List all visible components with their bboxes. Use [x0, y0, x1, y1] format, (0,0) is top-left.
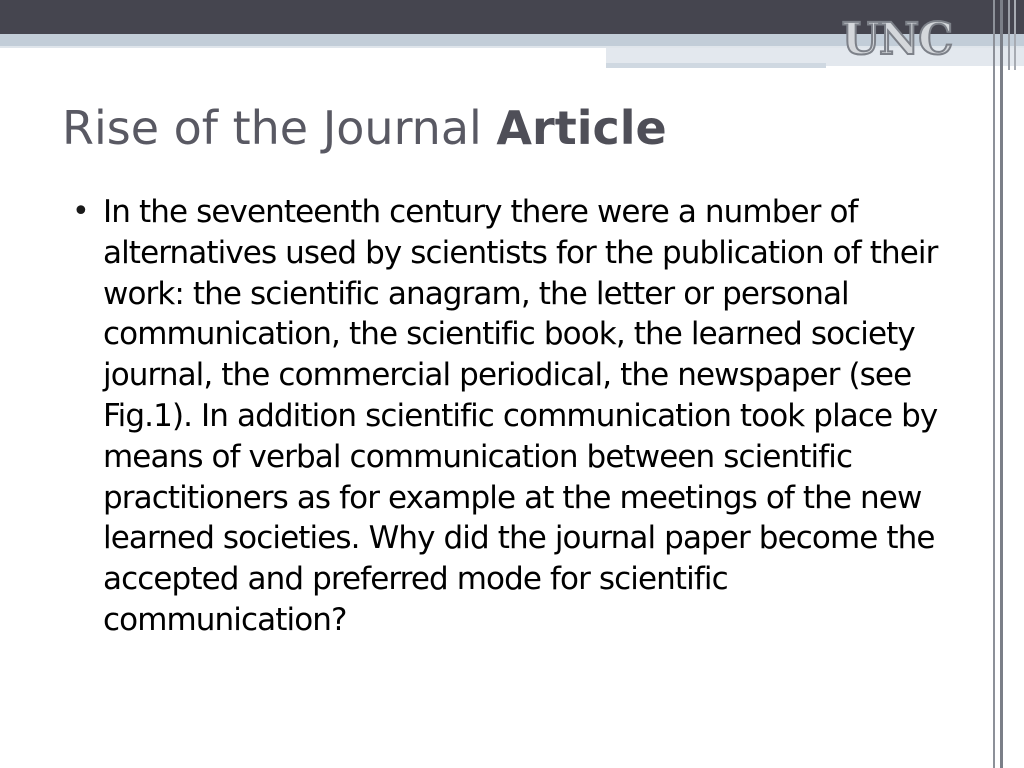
title-bold: Article [496, 101, 667, 155]
unc-logo [834, 12, 960, 62]
header-right-accent-band [606, 63, 826, 68]
title-regular: Rise of the Journal [62, 101, 497, 155]
logo-text: UNC [841, 14, 953, 62]
right-edge-line [1000, 0, 1003, 768]
bullet-icon: • [72, 194, 89, 229]
bullet-item [72, 192, 972, 641]
slide-title [62, 98, 667, 158]
right-edge-line [1014, 0, 1016, 70]
bullet-text: In the seventeenth century there were a number of alternatives used by scientists for the publication of their work: the scientific anagram, the letter or personal communication, the scientific book, the learned society journal, the commercial periodical, the newspaper (see Fig.1). In addition scientific communication took place by means of verbal communication between scientific practitioners as for example at the meetings of the new learned societies. Why did the journal paper become the accepted and preferred mode for scientific communication? [103, 194, 938, 638]
right-edge-line [1008, 0, 1010, 70]
right-edge-line [993, 0, 995, 768]
bullet-list [72, 192, 972, 641]
